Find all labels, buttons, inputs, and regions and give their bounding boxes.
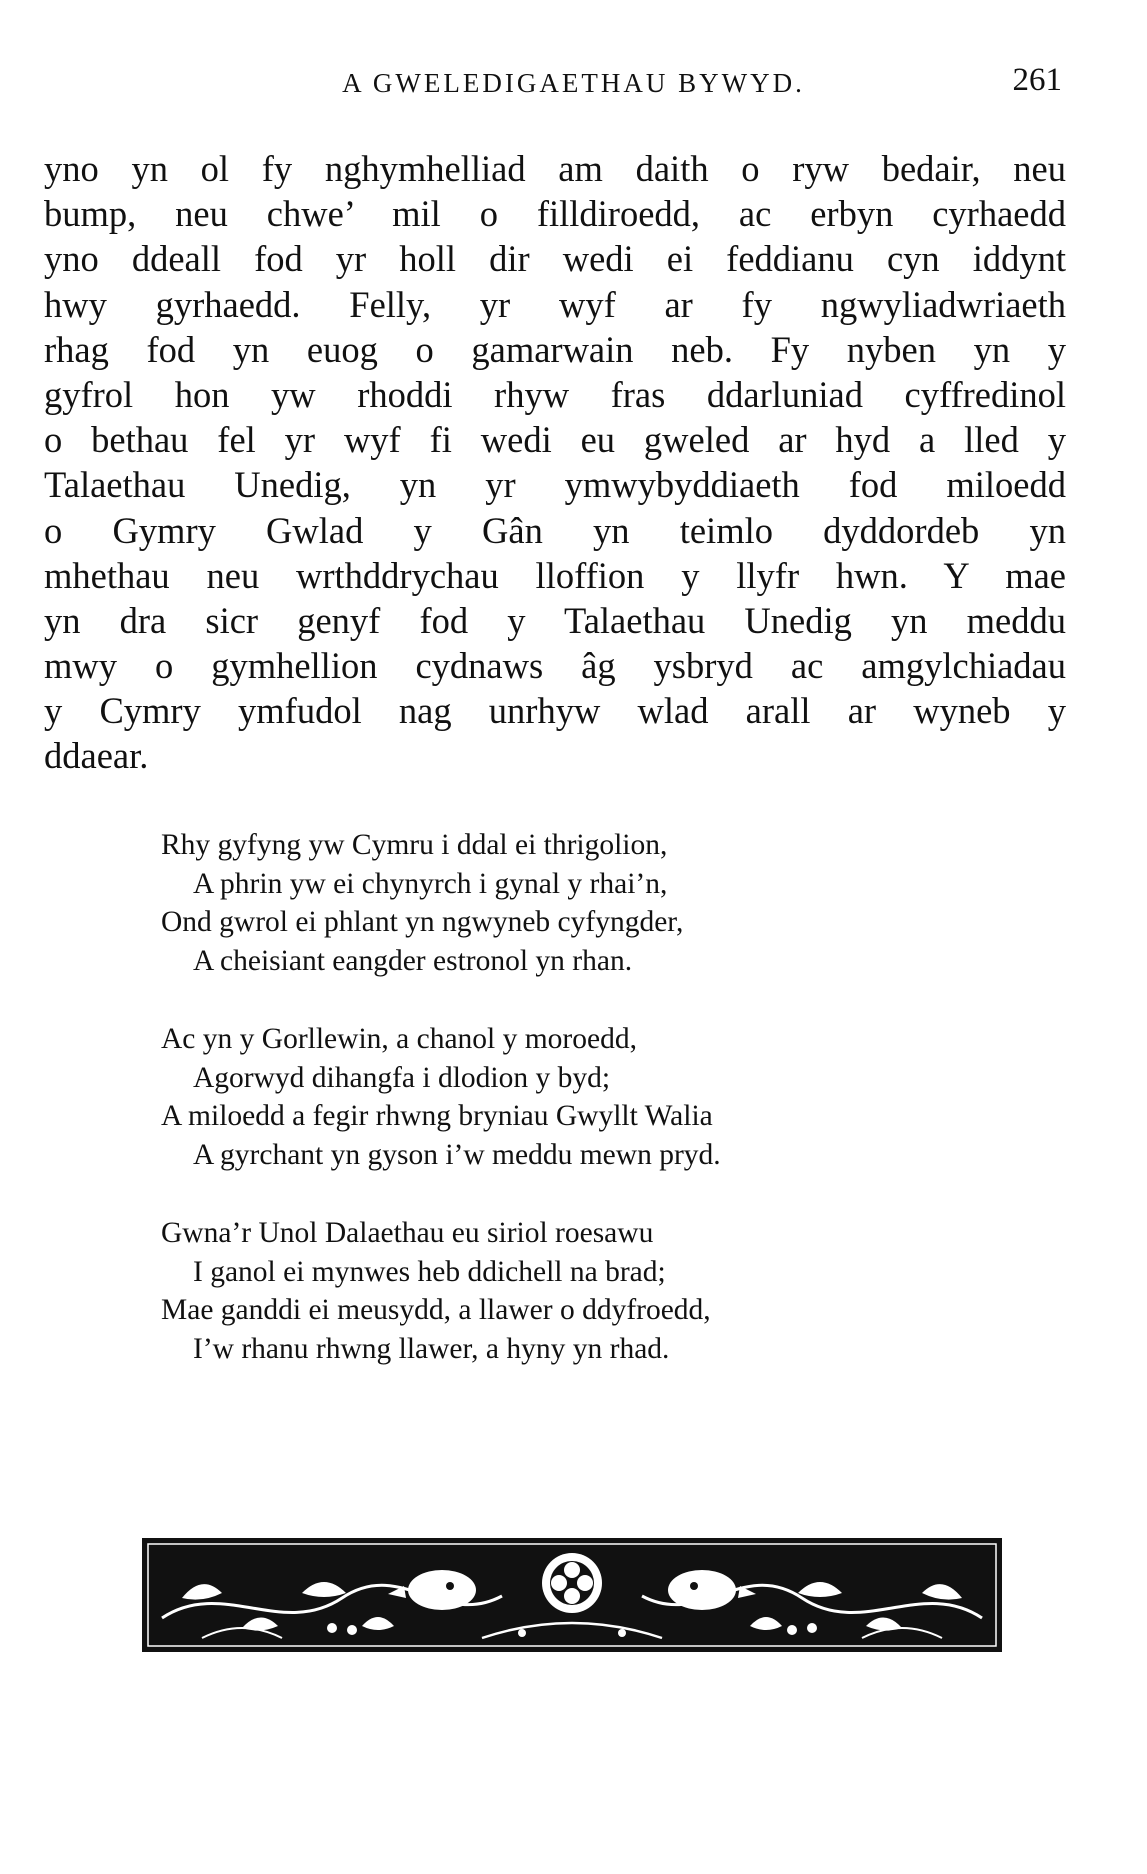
poem-line: A phrin yw ei chynyrch i gynal y rhai’n, (193, 867, 668, 900)
prose-line: hwy gyrhaedd. Felly, yr wyf ar fy ngwyliadwriaeth (44, 283, 1066, 325)
prose-line: mwy o gymhellion cydnaws âg ysbryd ac amgylchiadau (44, 645, 1066, 687)
prose-line: y Cymry ymfudol nag unrhyw wlad arall ar wyneb y (44, 690, 1066, 732)
poem-line: Ond gwrol ei phlant yn ngwyneb cyfyngder, (161, 906, 684, 938)
prose-line: yn dra sicr genyf fod y Talaethau Unedig yn meddu (44, 599, 1066, 641)
poem-stanza-2 (161, 1020, 1061, 1174)
prose-line: mhethau neu wrthddrychau lloffion y llyfr hwn. Y mae (44, 554, 1066, 596)
prose-line: yno yn ol fy nghymhelliad am daith o ryw bedair, neu (44, 148, 1066, 189)
prose-line: o Gymry Gwlad y Gân yn teimlo dyddordeb yn (44, 509, 1066, 551)
prose-line: Talaethau Unedig, yn yr ymwybyddiaeth fod miloedd (44, 464, 1066, 506)
running-title: A GWELEDIGAETHAU BYWYD. (342, 68, 805, 98)
prose-line: yno ddeall fod yr holl dir wedi ei feddianu cyn iddynt (44, 238, 1066, 280)
poem-line: Agorwyd dihangfa i dlodion y byd; (193, 1061, 611, 1094)
prose-paragraph (44, 146, 1066, 779)
running-head (0, 62, 1147, 108)
poem-line: A gyrchant yn gyson i’w meddu mewn pryd. (193, 1138, 721, 1171)
poem-line: Gwna’r Unol Dalaethau eu siriol roesawu (161, 1217, 654, 1249)
poem-line: Rhy gyfyng yw Cymru i ddal ei thrigolion, (161, 829, 668, 861)
prose-line: ddaear. (44, 735, 149, 777)
poem-stanza-3 (161, 1214, 1061, 1368)
prose-line: rhag fod yn euog o gamarwain neb. Fy nyben yn y (44, 328, 1066, 370)
poem-line: I’w rhanu rhwng llawer, a hyny yn rhad. (193, 1332, 670, 1365)
poem-line: Mae ganddi ei meusydd, a llawer o ddyfroedd, (161, 1294, 711, 1326)
prose-line: bump, neu chwe’ mil o filldiroedd, ac erbyn cyrhaedd (44, 193, 1066, 235)
poem-line: A cheisiant eangder estronol yn rhan. (193, 944, 633, 977)
prose-line: o bethau fel yr wyf fi wedi eu gweled ar hyd a lled y (44, 419, 1066, 461)
prose-line: gyfrol hon yw rhoddi rhyw fras ddarluniad cyffredinol (44, 373, 1066, 415)
poem-line: I ganol ei mynwes heb ddichell na brad; (193, 1255, 666, 1288)
page-number: 261 (1012, 62, 1062, 98)
poem-stanza-1 (161, 826, 1061, 980)
poem-line: A miloedd a fegir rhwng bryniau Gwyllt Walia (161, 1100, 713, 1132)
floral-tailpiece-icon (142, 1538, 1002, 1652)
poem-line: Ac yn y Gorllewin, a chanol y moroedd, (161, 1023, 637, 1055)
